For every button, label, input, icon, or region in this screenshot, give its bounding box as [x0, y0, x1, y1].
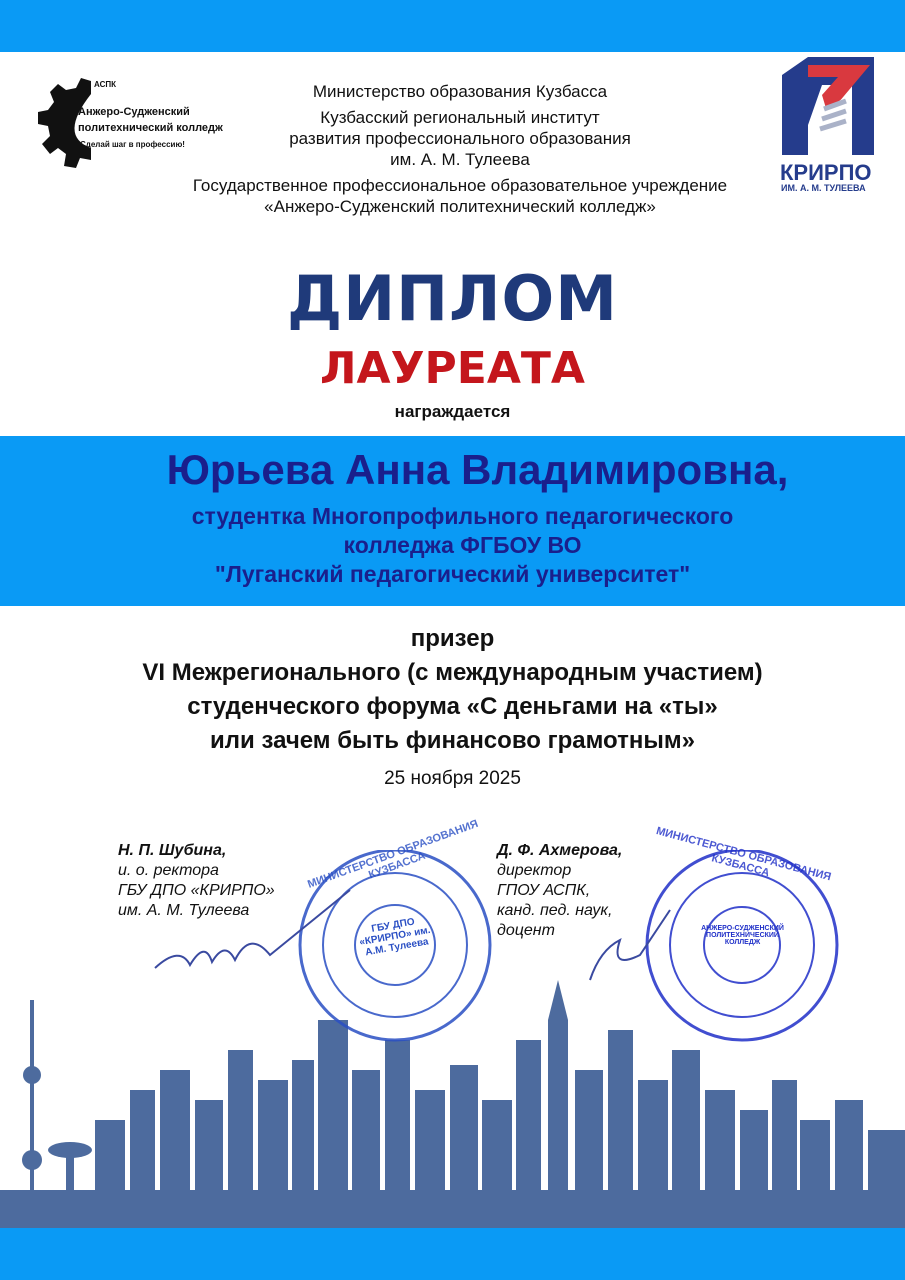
logo-slogan: Сделай шаг в профессию!: [80, 140, 185, 149]
kripo-name: КРИРПО: [780, 160, 872, 185]
stamp-1-outer-text: МИНИСТЕРСТВО ОБРАЗОВАНИЯ КУЗБАССА: [306, 817, 480, 891]
kripo-sub: ИМ. А. М. ТУЛЕЕВА: [781, 183, 866, 193]
logo-line1: Анжеро-Судженский: [78, 106, 190, 118]
award-line4: или зачем быть финансово грамотным»: [210, 727, 695, 754]
header-line5: Государственное профессиональное образовательное учреждение: [192, 176, 728, 195]
award-line1: призер: [410, 625, 495, 652]
header-line1: Министерство образования Кузбасса: [312, 82, 608, 101]
award-text: [0, 622, 905, 758]
signatory-1-line1: и. о. ректора: [118, 862, 219, 879]
award-date: 25 ноября 2025: [384, 768, 521, 789]
stamp-1-text: ГБУ ДПО «КРИРПО» им. А.М. Тулеева: [358, 916, 432, 959]
kripo-logo: [778, 55, 883, 195]
logo-line2: политехнический колледж: [78, 122, 223, 134]
bottom-bar: [0, 1228, 905, 1280]
award-line3: студенческого форума «С деньгами на «ты»: [187, 693, 718, 720]
stamp-2-center: [700, 925, 785, 946]
award-line2: VI Межрегионального (с международным участием): [142, 659, 763, 686]
diploma-title: ДИПЛОМ: [287, 262, 618, 335]
affiliation-line3: "Луганский педагогический университет": [214, 561, 691, 587]
diploma-subtitle: ЛАУРЕАТА: [320, 343, 585, 394]
recipient-affiliation: [0, 502, 905, 589]
signatory-2-name: Д. Ф. Ахмерова,: [497, 842, 623, 859]
signatory-2-line3: канд. пед. наук,: [497, 902, 613, 919]
stamp-2-outer-text: МИНИСТЕРСТВО ОБРАЗОВАНИЯ КУЗБАССА: [654, 825, 833, 884]
header-line4: им. А. М. Тулеева: [390, 150, 530, 169]
signature-2: [590, 910, 670, 980]
header-line3: развития профессионального образования: [289, 129, 631, 148]
signatory-2-line4: доцент: [497, 922, 555, 939]
signatory-1-name: Н. П. Шубина,: [118, 842, 227, 859]
stamp-2-text: АНЖЕРО-СУДЖЕНСКИЙ ПОЛИТЕХНИЧЕСКИЙ КОЛЛЕДЖ: [701, 925, 784, 946]
affiliation-line1: студентка Многопрофильного педагогического: [191, 503, 734, 529]
signature-1: [155, 890, 350, 968]
header-line2: Кузбасский региональный институт: [320, 108, 600, 127]
recipient-name: Юрьева Анна Владимировна,: [166, 446, 789, 493]
signatory-1-line2: ГБУ ДПО «КРИРПО»: [118, 882, 275, 899]
header-line6: «Анжеро-Судженский политехнический колледж»: [264, 197, 656, 216]
top-bar: [0, 0, 905, 52]
kripo-emblem-icon: [778, 55, 878, 160]
awarded-label: награждается: [394, 402, 511, 421]
signatory-2-line1: директор: [497, 862, 572, 879]
signatory-1-line3: им. А. М. Тулеева: [118, 902, 250, 919]
logo-abbr: АСПК: [94, 80, 116, 89]
affiliation-line2: колледжа ФГБОУ ВО: [343, 532, 582, 558]
signatory-2-line2: ГПОУ АСПК,: [497, 882, 591, 899]
stamps-and-signatures: [150, 850, 870, 1050]
